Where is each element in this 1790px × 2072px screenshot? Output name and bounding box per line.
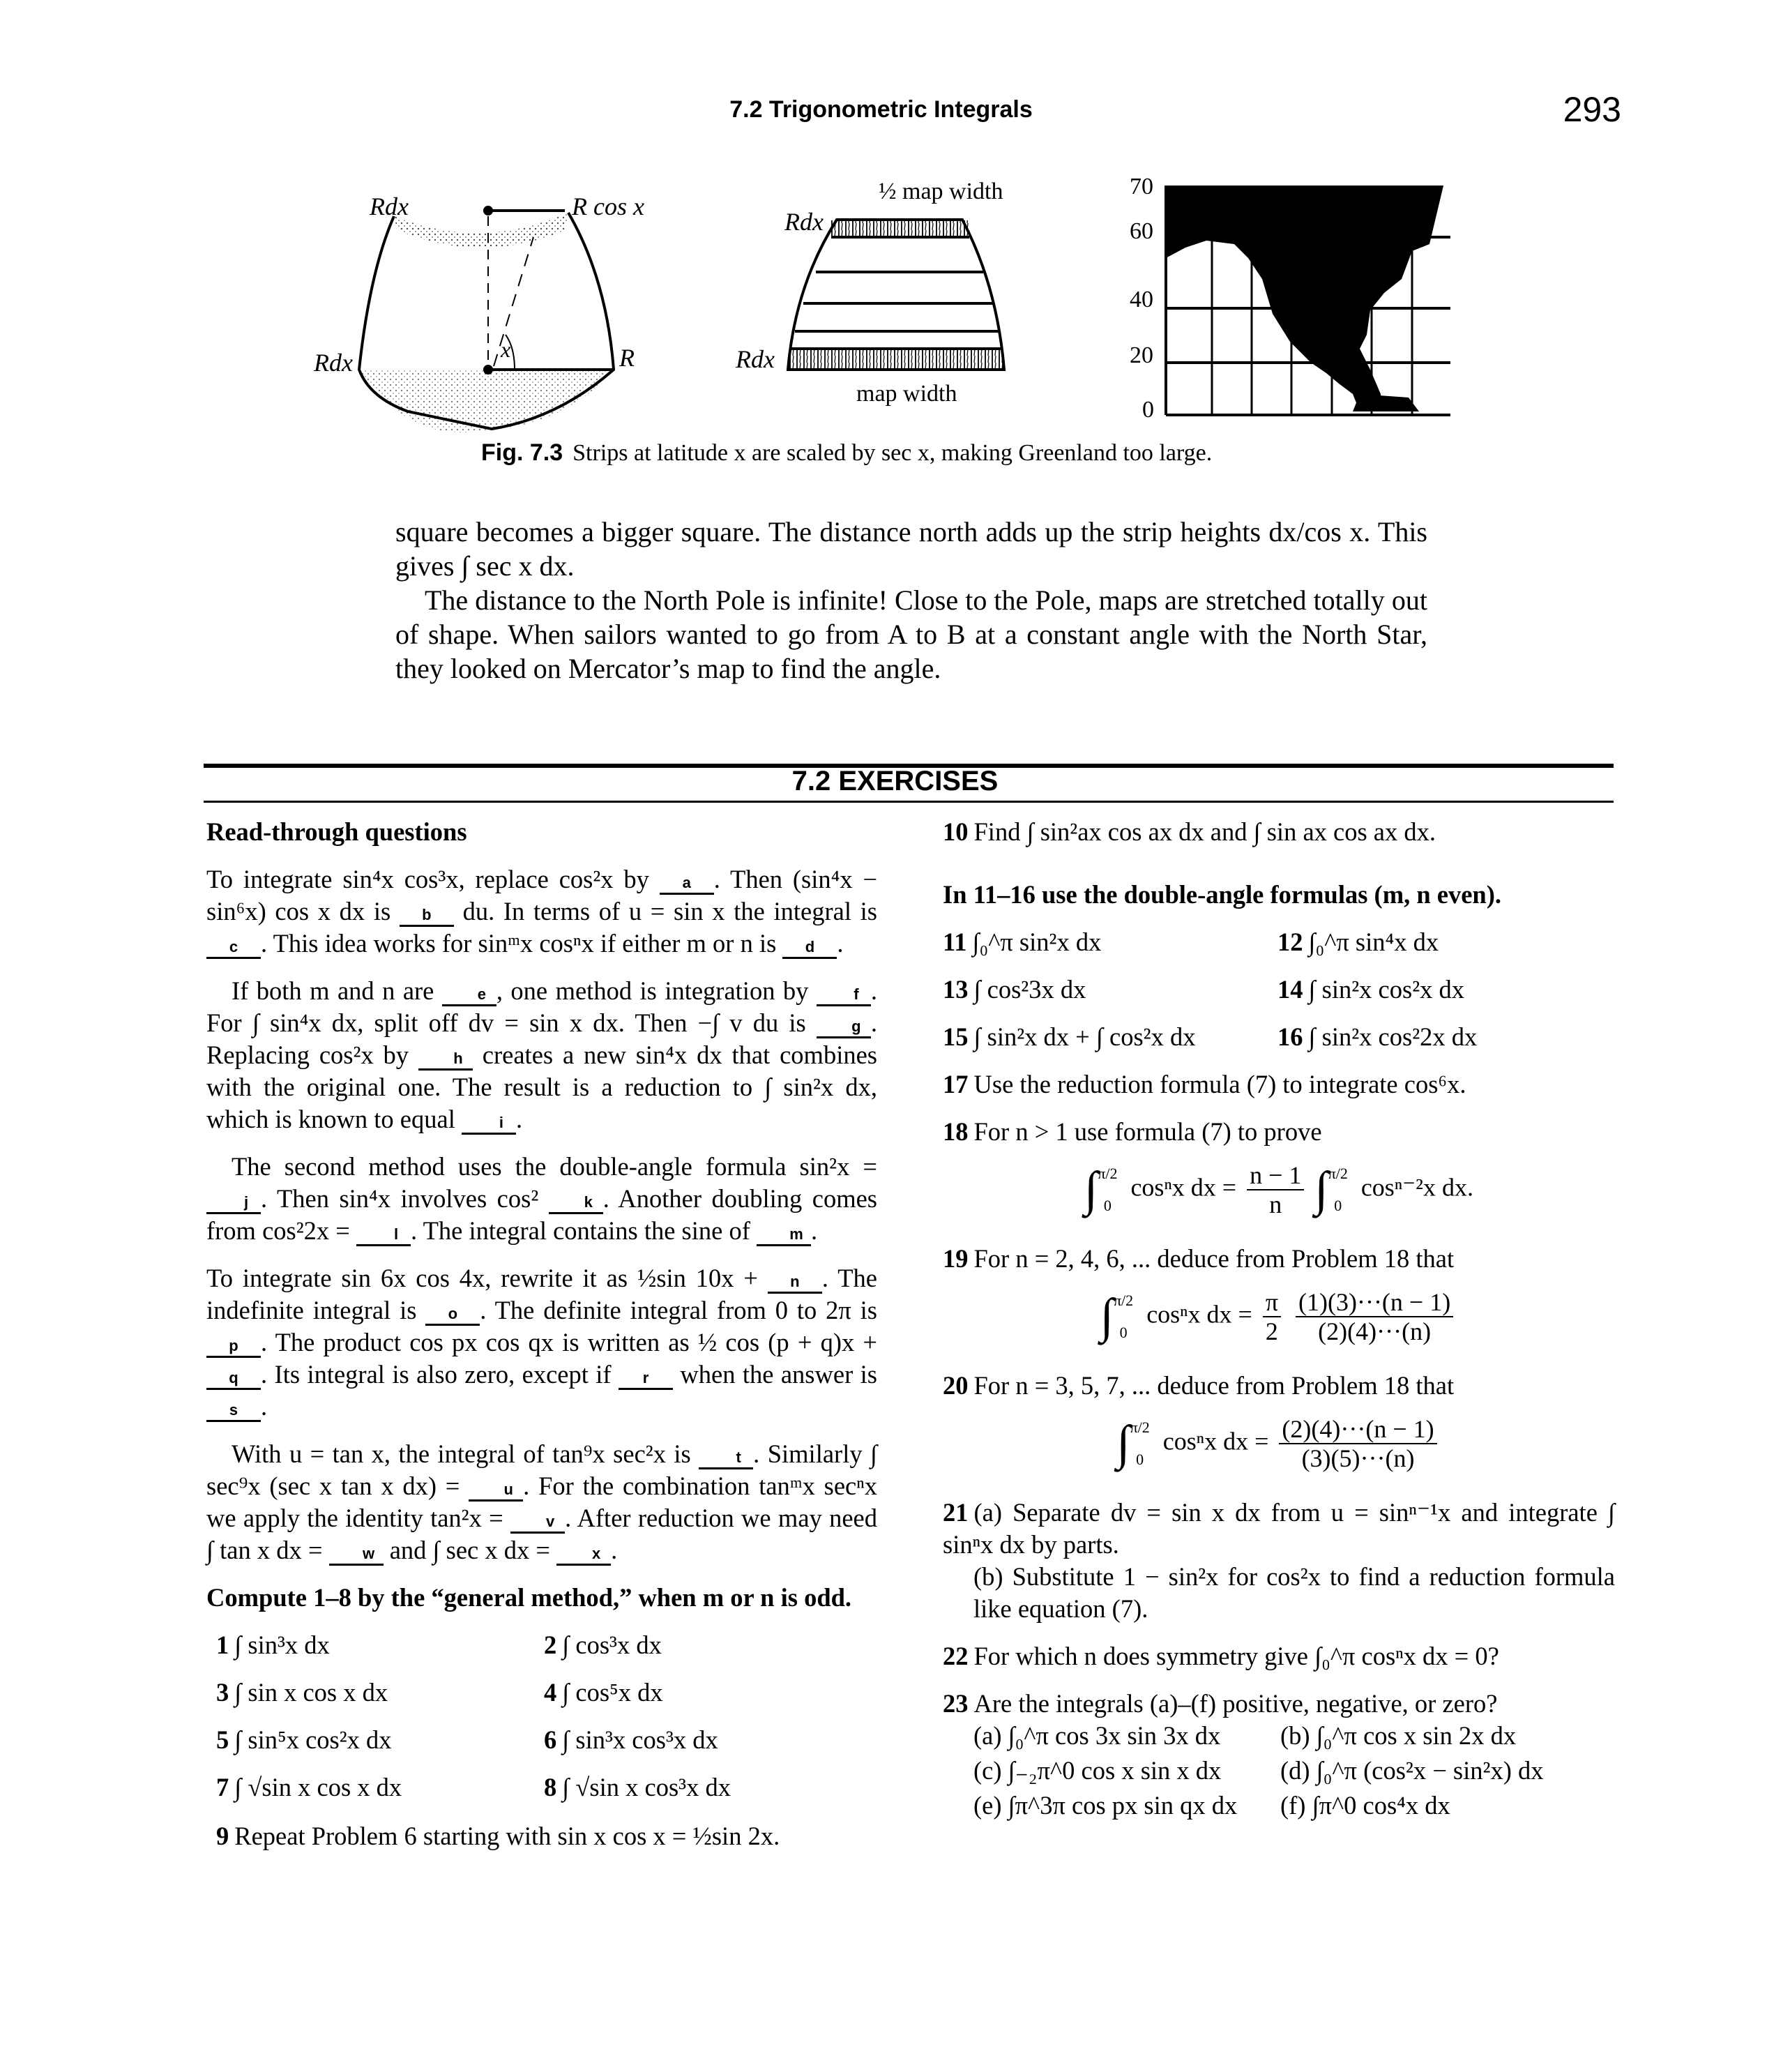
fill-in-blank: f xyxy=(817,985,871,1006)
problem-22: 22 For which n does symmetry give ∫₀^π cosⁿx dx = 0? xyxy=(943,1642,1499,1670)
strip-label-map-width: map width xyxy=(856,381,957,407)
globe-label-rdx-bottom: Rdx xyxy=(314,349,353,377)
problem-item: 6 ∫ sin³x cos³x dx xyxy=(544,1725,718,1754)
read-through-heading: Read-through questions xyxy=(206,817,467,846)
fill-in-blank: d xyxy=(782,937,837,959)
problem-23-part: (a) ∫₀^π cos 3x sin 3x dx xyxy=(973,1721,1221,1750)
page-number: 293 xyxy=(1563,90,1621,129)
integral-sign: ∫ xyxy=(1314,1163,1328,1216)
problem-19: 19 For n = 2, 4, 6, ... deduce from Problem 18 that xyxy=(943,1244,1455,1273)
globe-label-rcosx: R cos x xyxy=(572,192,644,220)
fill-in-blank: a xyxy=(660,873,714,895)
problem-item: 4 ∫ cos⁵x dx xyxy=(544,1678,663,1707)
body-paragraph-2: The distance to the North Pole is infinite! Close to the Pole, maps are stretched totally out of shape. When sailors wanted to go from A to B at a constant angle with the North Star, they looked on Mercator’s map to find the angle. xyxy=(395,584,1427,684)
problem-20: 20 For n = 3, 5, 7, ... deduce from Problem 18 that xyxy=(943,1371,1455,1400)
fill-in-blank: h xyxy=(418,1049,473,1071)
problem-item: 3 ∫ sin x cos x dx xyxy=(216,1678,388,1707)
integral-sign: ∫ xyxy=(1116,1416,1130,1470)
svg-text:70: 70 xyxy=(1130,174,1153,199)
globe-label-rdx-top: Rdx xyxy=(370,192,409,220)
problem-23-part: (f) ∫π^0 cos⁴x dx xyxy=(1280,1791,1450,1820)
running-header xyxy=(0,96,1790,123)
running-title: 7.2 Trigonometric Integrals xyxy=(729,96,1033,123)
globe-label-angle-x: x xyxy=(501,337,511,362)
problem-item: 11 ∫₀^π sin²x dx xyxy=(943,928,1102,956)
fill-in-blank: e xyxy=(442,985,496,1006)
globe-sector-diagram xyxy=(314,160,718,439)
strip-label-rdx-top: Rdx xyxy=(784,208,824,236)
read-through-paragraph: If both m and n are e , one method is integration by f . For ∫ sin⁴x dx, split off dv = sin x dx. Then −∫ v du is g . Replacing cos²x by h creates a new sin⁴x dx that combines with the original one. The result is a reduction to ∫ sin²x dx, which is known to equal i . xyxy=(206,976,877,1133)
problem-18-formula: ∫ π/2 0 cosⁿx dx = $\frac{n - 1}{n}$ ∫ π/2 0 cosⁿ⁻²x dx. xyxy=(1084,1161,1473,1218)
svg-text:20: 20 xyxy=(1130,342,1153,368)
integral-sign: ∫ xyxy=(1100,1290,1114,1343)
problem-item: 1 ∫ sin³x dx xyxy=(216,1631,330,1659)
problem-item: 5 ∫ sin⁵x cos²x dx xyxy=(216,1725,392,1754)
problem-item: 2 ∫ cos³x dx xyxy=(544,1631,662,1659)
read-through-paragraph: To integrate sin 6x cos 4x, rewrite it as ½sin 10x + n . The indefinite integral is o . The definite integral from 0 to 2π is p . The product cos px cos qx is written as ½ cos (p + q)x + q . Its integral is also zero, except if r when the answer is s . xyxy=(206,1264,877,1421)
problem-18: 18 For n > 1 use formula (7) to prove xyxy=(943,1117,1322,1146)
problem-23: 23 Are the integrals (a)–(f) positive, negative, or zero? xyxy=(943,1689,1498,1718)
fill-in-blank: o xyxy=(425,1304,480,1326)
fill-in-blank: b xyxy=(400,905,454,927)
problem-21-b: (b) Substitute 1 − sin²x for cos²x to find a reduction formula like equation (7). xyxy=(973,1562,1615,1623)
problem-17: 17 Use the reduction formula (7) to integrate cos⁶x. xyxy=(943,1070,1466,1098)
problem-23-parts xyxy=(943,1720,1615,1822)
figure-7-3 xyxy=(314,160,1513,439)
fill-in-blank: p xyxy=(206,1336,261,1358)
fill-in-blank: l xyxy=(356,1225,411,1246)
problem-9: 9 Repeat Problem 6 starting with sin x cos x = ½sin 2x. xyxy=(216,1822,780,1850)
problem-item: 14 ∫ sin²x cos²x dx xyxy=(1277,975,1465,1004)
read-through-paragraph: To integrate sin⁴x cos³x, replace cos²x by a . Then (sin⁴x − sin⁶x) cos x dx is b du. In terms of u = sin x the integral is c . This idea works for sinᵐx cosⁿx if either m or n is d . xyxy=(206,865,877,958)
problem-item: 13 ∫ cos²3x dx xyxy=(943,975,1086,1004)
fill-in-blank: i xyxy=(462,1113,516,1135)
fill-in-blank: k xyxy=(549,1193,603,1214)
strip-label-rdx-bottom: Rdx xyxy=(736,345,775,373)
figure-caption-text: Strips at latitude x are scaled by sec x, making Greenland too large. xyxy=(572,440,1213,466)
body-paragraph-1: square becomes a bigger square. The distance north adds up the strip heights dx/cos x. This gives ∫ sec x dx. xyxy=(395,516,1427,582)
fill-in-blank: r xyxy=(619,1368,673,1390)
mercator-strips-diagram xyxy=(736,160,1144,439)
problem-21: 21 (a) Separate dv = sin x dx from u = sinⁿ⁻¹x and integrate ∫ sinⁿx dx by parts. xyxy=(943,1498,1615,1559)
double-angle-heading: In 11–16 use the double-angle formulas (m, n even). xyxy=(943,880,1502,909)
read-through-paragraph: With u = tan x, the integral of tan⁹x sec²x is t . Similarly ∫ sec⁹x (sec x tan x dx) = u . For the combination tanᵐx secⁿx we apply the identity tan²x = v . After reduction we may need ∫ tan x dx = w and ∫ sec x dx = x . xyxy=(206,1439,878,1564)
problem-item: 7 ∫ √sin x cos x dx xyxy=(216,1773,402,1801)
fill-in-blank: n xyxy=(768,1272,822,1294)
problem-item: 16 ∫ sin²x cos²2x dx xyxy=(1277,1022,1478,1051)
problem-item: 12 ∫₀^π sin⁴x dx xyxy=(1277,928,1439,956)
fill-in-blank: q xyxy=(206,1368,261,1390)
exercises-title: 7.2 EXERCISES xyxy=(791,766,999,796)
globe-label-r: R xyxy=(619,344,635,372)
exercises-right-column xyxy=(943,816,1615,1822)
latitude-tick-labels xyxy=(1130,174,1154,423)
read-through-paragraph: The second method uses the double-angle formula sin²x = j . Then sin⁴x involves cos² k . Another doubling comes from cos²2x = l . The integral contains the sine of m . xyxy=(206,1152,877,1245)
svg-text:40: 40 xyxy=(1130,287,1153,312)
problem-23-part: (b) ∫₀^π cos x sin 2x dx xyxy=(1280,1721,1517,1750)
fill-in-blank: c xyxy=(206,937,261,959)
fill-in-blank: m xyxy=(757,1225,811,1246)
problems-11-16 xyxy=(943,926,1615,1053)
problems-1-8 xyxy=(216,1629,877,1803)
fill-in-blank: g xyxy=(817,1017,871,1038)
fill-in-blank: w xyxy=(329,1544,384,1566)
strip-label-half-width: ½ map width xyxy=(879,179,1003,204)
fill-in-blank: t xyxy=(699,1448,753,1469)
integral-sign: ∫ xyxy=(1084,1163,1098,1216)
svg-text:60: 60 xyxy=(1130,218,1153,244)
problem-item: 8 ∫ √sin x cos³x dx xyxy=(544,1773,731,1801)
fill-in-blank: s xyxy=(206,1400,261,1422)
problem-20-formula: ∫ π/2 0 cosⁿx dx = $\frac{(2)(4)\cdot\cdot\cdot(n - 1)}{(3)(5)\cdot\cdot\cdot(n)}$ xyxy=(943,1412,1615,1476)
problem-19-formula: ∫ π/2 0 cosⁿx dx = $\frac{\pi}{2}$ $\frac{(1)(3)\cdot\cdot\cdot(n - 1)}{(2)(4)\cdot\cdot\cdot(n)}$ xyxy=(943,1285,1615,1349)
problem-10: 10 Find ∫ sin²ax cos ax dx and ∫ sin ax cos ax dx. xyxy=(943,817,1436,846)
compute-heading: Compute 1–8 by the “general method,” when m or n is odd. xyxy=(206,1583,852,1612)
exercises-rule-bottom xyxy=(204,801,1614,803)
exercises-left-column xyxy=(206,816,877,1868)
problem-item: 15 ∫ sin²x dx + ∫ cos²x dx xyxy=(943,1022,1196,1051)
fill-in-blank: v xyxy=(510,1512,565,1534)
problem-23-part: (e) ∫π^3π cos px sin qx dx xyxy=(973,1791,1238,1820)
figure-caption xyxy=(481,439,1388,467)
fill-in-blank: u xyxy=(469,1480,523,1502)
fill-in-blank: x xyxy=(556,1544,611,1566)
problem-23-part: (c) ∫₋₂π^0 cos x sin x dx xyxy=(973,1756,1222,1785)
mercator-map xyxy=(1130,160,1478,439)
figure-id: Fig. 7.3 xyxy=(481,439,563,466)
fill-in-blank: j xyxy=(206,1193,261,1214)
body-text xyxy=(395,515,1427,686)
problem-23-part: (d) ∫₀^π (cos²x − sin²x) dx xyxy=(1280,1756,1544,1785)
svg-text:0: 0 xyxy=(1142,397,1154,423)
